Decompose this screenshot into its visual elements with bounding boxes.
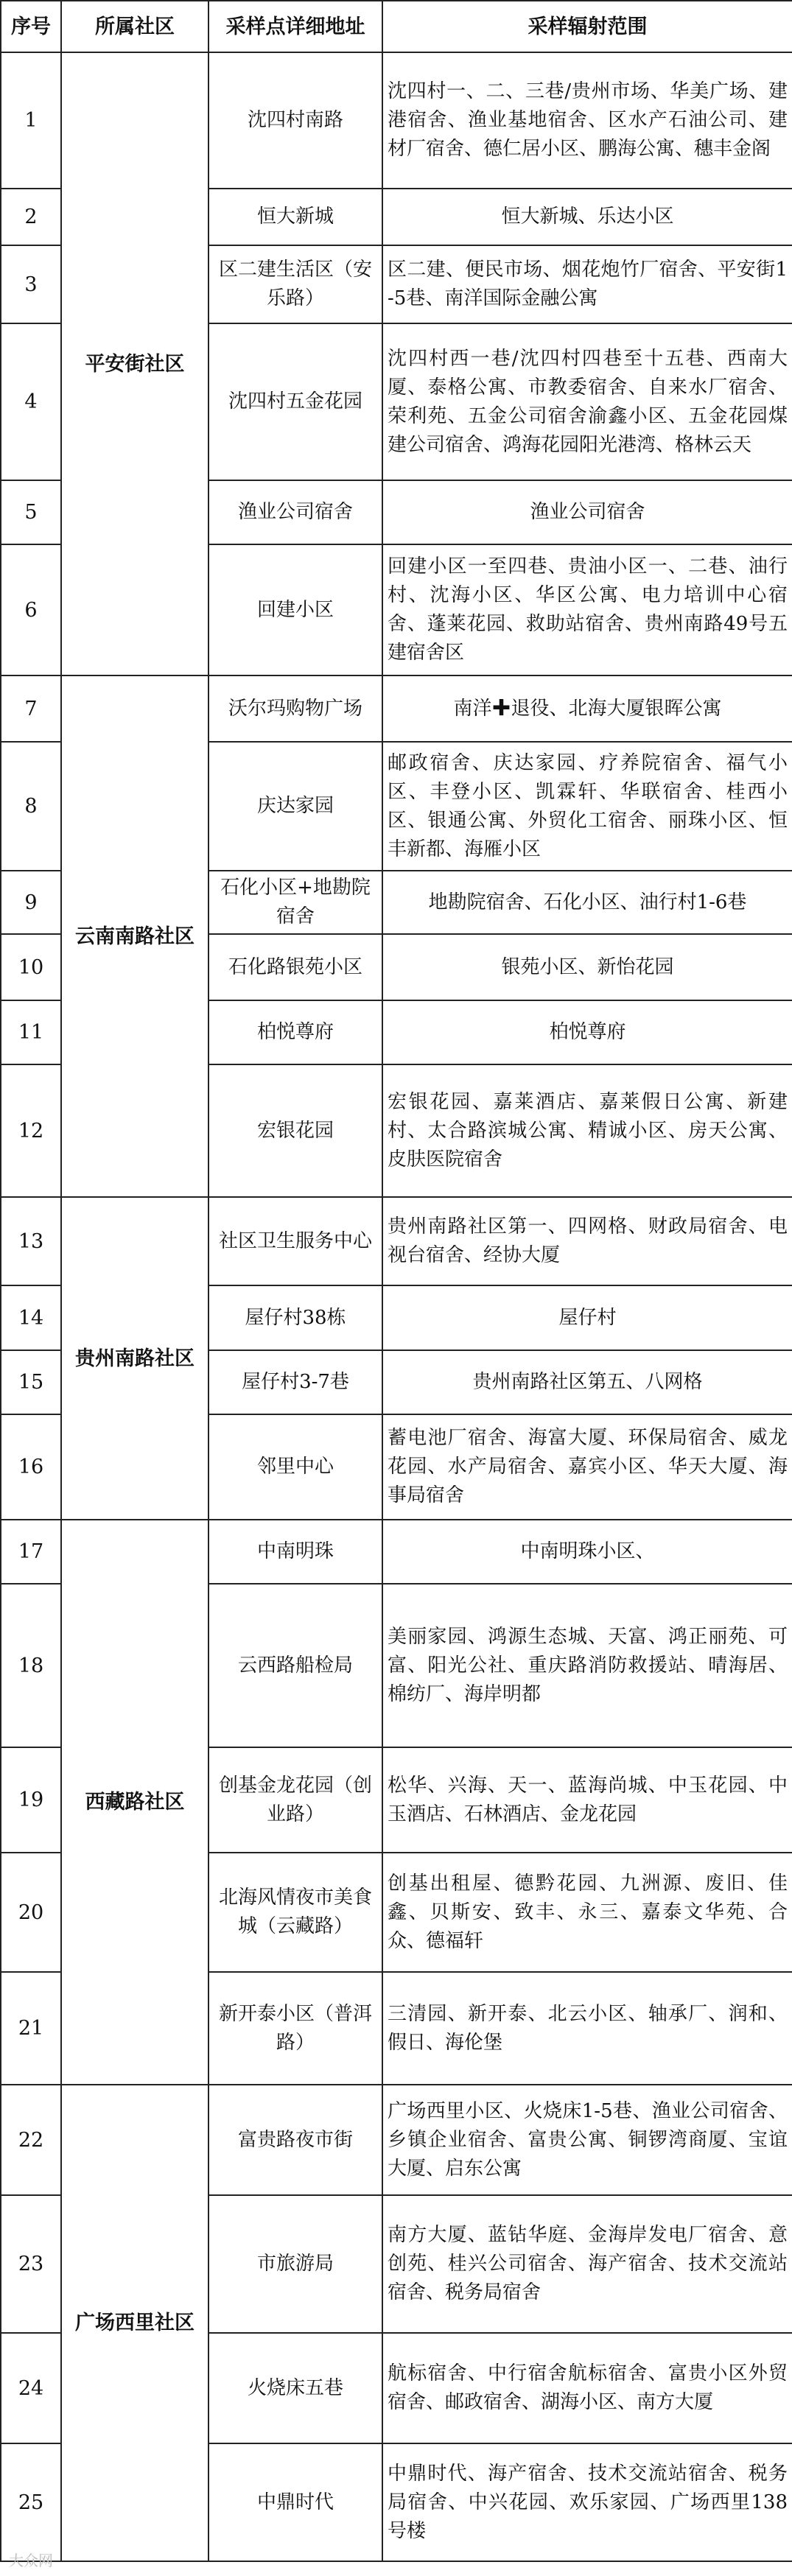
row-num: 12: [1, 1064, 61, 1197]
row-num: 25: [1, 2443, 61, 2561]
location-cell: 中鼎时代: [208, 2443, 382, 2561]
community-cell: 贵州南路社区: [61, 1197, 208, 1520]
row-num: 15: [1, 1350, 61, 1414]
location-cell: 云西路船检局: [208, 1584, 382, 1747]
scope-cell: 恒大新城、乐达小区: [382, 189, 792, 245]
location-cell: 宏银花园: [208, 1064, 382, 1197]
row-num: 3: [1, 245, 61, 323]
location-cell: 沈四村南路: [208, 52, 382, 189]
scope-cell: 创基出租屋、德黔花园、九洲源、废旧、佳鑫、贝斯安、致丰、永三、嘉泰文华苑、合众、德福轩: [382, 1853, 792, 1972]
row-num: 7: [1, 675, 61, 742]
location-cell: 创基金龙花园（创业路）: [208, 1747, 382, 1853]
table-row: [1, 52, 792, 189]
row-num: 16: [1, 1414, 61, 1520]
location-cell: 沃尔玛购物广场: [208, 675, 382, 742]
location-cell: 石化路银苑小区: [208, 934, 382, 1000]
scope-cell: 沈四村西一巷/沈四村四巷至十五巷、西南大厦、泰格公寓、市教委宿舍、自来水厂宿舍、荣利苑、五金公司宿舍渝鑫小区、五金花园煤建公司宿舍、鸿海花园阳光港湾、格林云天: [382, 323, 792, 480]
scope-cell: 南洋✚退役、北海大厦银晖公寓: [382, 675, 792, 742]
row-num: 9: [1, 871, 61, 934]
scope-cell: 松华、兴海、天一、蓝海尚城、中玉花园、中玉酒店、石林酒店、金龙花园: [382, 1747, 792, 1853]
watermark-text: 大众网: [9, 2552, 53, 2569]
location-cell: 屋仔村38栋: [208, 1285, 382, 1350]
scope-cell: 柏悦尊府: [382, 1000, 792, 1064]
row-num: 1: [1, 52, 61, 189]
location-cell: 庆达家园: [208, 742, 382, 871]
location-cell: 北海风情夜市美食城（云藏路）: [208, 1853, 382, 1972]
row-num: 8: [1, 742, 61, 871]
location-cell: 屋仔村3-7巷: [208, 1350, 382, 1414]
location-cell: 恒大新城: [208, 189, 382, 245]
scope-cell: 航标宿舍、中行宿舍航标宿舍、富贵小区外贸宿舍、邮政宿舍、湖海小区、南方大厦: [382, 2333, 792, 2443]
row-num: 20: [1, 1853, 61, 1972]
table-row: [1, 2085, 792, 2195]
location-cell: 柏悦尊府: [208, 1000, 382, 1064]
row-num: 19: [1, 1747, 61, 1853]
location-cell: 区二建生活区（安乐路）: [208, 245, 382, 323]
community-cell: 云南南路社区: [61, 675, 208, 1197]
row-num: 11: [1, 1000, 61, 1064]
location-cell: 富贵路夜市街: [208, 2085, 382, 2195]
community-cell: 平安街社区: [61, 52, 208, 675]
scope-cell: 美丽家园、鸿源生态城、天富、鸿正丽苑、可富、阳光公社、重庆路消防救援站、晴海居、棉纺厂、海岸明都: [382, 1584, 792, 1747]
community-cell: 广场西里社区: [61, 2085, 208, 2561]
location-cell: 社区卫生服务中心: [208, 1197, 382, 1285]
location-cell: 石化小区+地勘院宿舍: [208, 871, 382, 934]
scope-cell: 宏银花园、嘉莱酒店、嘉莱假日公寓、新建村、太合路滨城公寓、精诚小区、房天公寓、皮肤医院宿舍: [382, 1064, 792, 1197]
row-num: 23: [1, 2195, 61, 2333]
row-num: 5: [1, 480, 61, 544]
header-scope: 采样辐射范围: [382, 1, 792, 52]
scope-cell: 回建小区一至四巷、贵油小区一、二巷、油行村、沈海小区、华区公寓、电力培训中心宿舍、蓬莱花园、救助站宿舍、贵州南路49号五建宿舍区: [382, 544, 792, 675]
scope-cell: 三清园、新开泰、北云小区、轴承厂、润和、假日、海伦堡: [382, 1972, 792, 2085]
location-cell: 新开泰小区（普洱路）: [208, 1972, 382, 2085]
row-num: 21: [1, 1972, 61, 2085]
row-num: 17: [1, 1520, 61, 1584]
scope-cell: 邮政宿舍、庆达家园、疗养院宿舍、福气小区、丰登小区、凯霖轩、华联宿舍、桂西小区、银通公寓、外贸化工宿舍、丽珠小区、恒丰新都、海雁小区: [382, 742, 792, 871]
location-cell: 火烧床五巷: [208, 2333, 382, 2443]
table-row: [1, 1197, 792, 1285]
row-num: 18: [1, 1584, 61, 1747]
row-num: 24: [1, 2333, 61, 2443]
scope-cell: 贵州南路社区第五、八网格: [382, 1350, 792, 1414]
scope-cell: 区二建、便民市场、烟花炮竹厂宿舍、平安街1-5巷、南洋国际金融公寓: [382, 245, 792, 323]
scope-cell: 蓄电池厂宿舍、海富大厦、环保局宿舍、威龙花园、水产局宿舍、嘉宾小区、华天大厦、海事局宿舍: [382, 1414, 792, 1520]
scope-cell: 南方大厦、蓝钻华庭、金海岸发电厂宿舍、意创苑、桂兴公司宿舍、海产宿舍、技术交流站宿舍、税务局宿舍: [382, 2195, 792, 2333]
location-cell: 渔业公司宿舍: [208, 480, 382, 544]
scope-cell: 渔业公司宿舍: [382, 480, 792, 544]
community-cell: 西藏路社区: [61, 1520, 208, 2085]
location-cell: 邻里中心: [208, 1414, 382, 1520]
scope-cell: 沈四村一、二、三巷/贵州市场、华美广场、建港宿舍、渔业基地宿舍、区水产石油公司、建材厂宿舍、德仁居小区、鹏海公寓、穗丰金阁: [382, 52, 792, 189]
scope-cell: 中鼎时代、海产宿舍、技术交流站宿舍、税务局宿舍、中兴花园、欢乐家园、广场西里138号楼: [382, 2443, 792, 2561]
scope-cell: 屋仔村: [382, 1285, 792, 1350]
location-cell: 中南明珠: [208, 1520, 382, 1584]
scope-cell: 银苑小区、新怡花园: [382, 934, 792, 1000]
scope-cell: 中南明珠小区、: [382, 1520, 792, 1584]
header-location: 采样点详细地址: [208, 1, 382, 52]
row-num: 10: [1, 934, 61, 1000]
header-community: 所属社区: [61, 1, 208, 52]
table-header-row: [1, 1, 792, 52]
row-num: 4: [1, 323, 61, 480]
table-row: [1, 1520, 792, 1584]
row-num: 2: [1, 189, 61, 245]
row-num: 13: [1, 1197, 61, 1285]
table-row: [1, 675, 792, 742]
scope-cell: 地勘院宿舍、石化小区、油行村1-6巷: [382, 871, 792, 934]
row-num: 14: [1, 1285, 61, 1350]
location-cell: 回建小区: [208, 544, 382, 675]
location-cell: 市旅游局: [208, 2195, 382, 2333]
row-num: 6: [1, 544, 61, 675]
header-num: 序号: [1, 1, 61, 52]
scope-cell: 广场西里小区、火烧床1-5巷、渔业公司宿舍、乡镇企业宿舍、富贵公寓、铜锣湾商厦、宝谊大厦、启东公寓: [382, 2085, 792, 2195]
scope-cell: 贵州南路社区第一、四网格、财政局宿舍、电视台宿舍、经协大厦: [382, 1197, 792, 1285]
row-num: 22: [1, 2085, 61, 2195]
location-cell: 沈四村五金花园: [208, 323, 382, 480]
